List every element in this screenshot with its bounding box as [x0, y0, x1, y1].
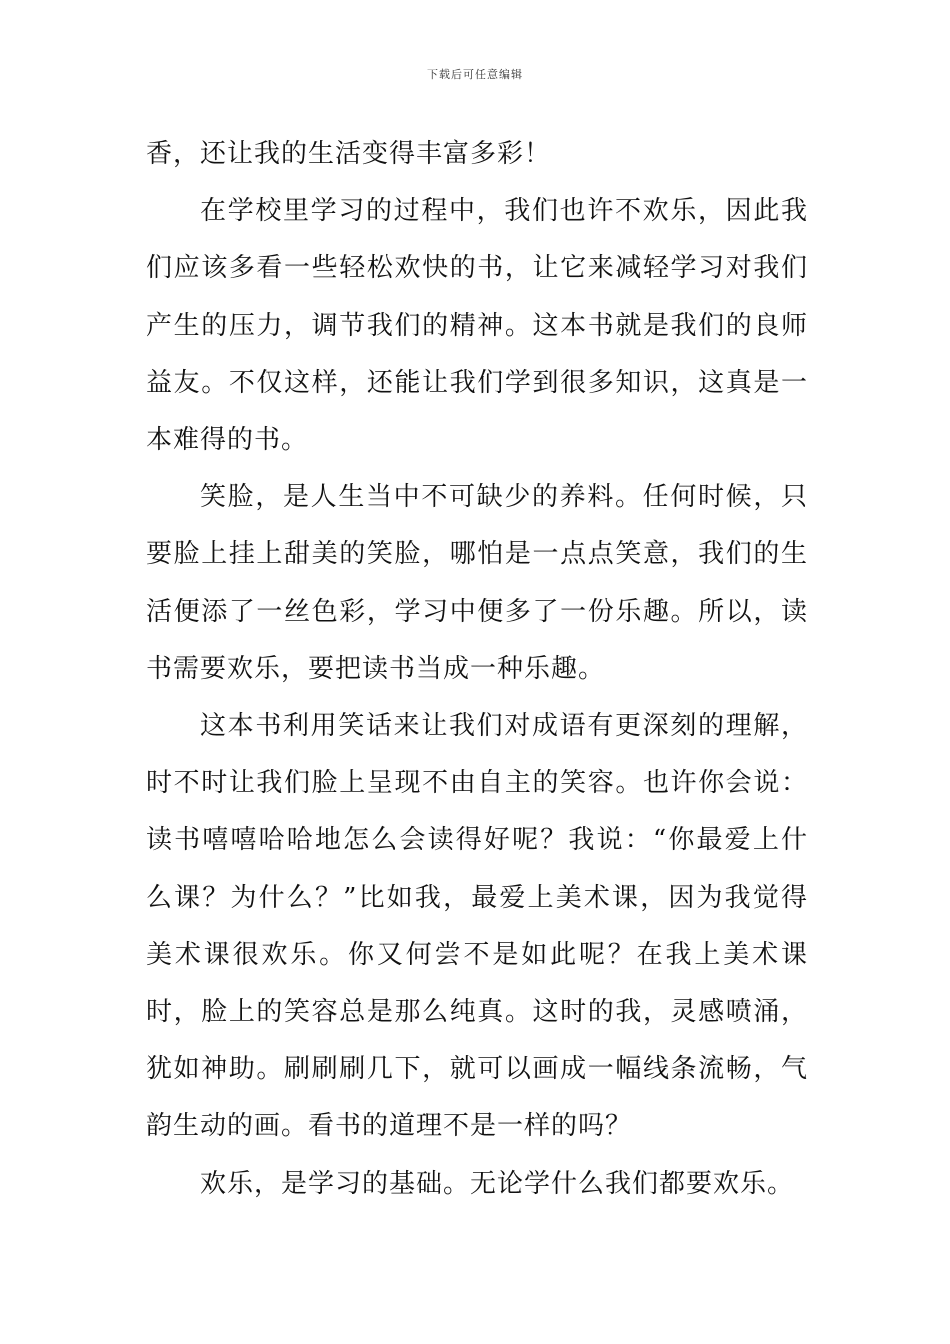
document-body: [146, 126, 808, 1213]
page-header: 下载后可任意编辑: [427, 68, 523, 81]
paragraph-1: 香，还让我的生活变得丰富多彩！: [146, 139, 552, 169]
paragraph-3: 笑脸，是人生当中不可缺少的养料。任何时候，只要脸上挂上甜美的笑脸，哪怕是一点点笑意，我们的生活便添了一丝色彩，学习中便多了一份乐趣。所以，读书需要欢乐，要把读书当成一种乐趣。: [146, 482, 808, 684]
paragraph-2: 在学校里学习的过程中，我们也许不欢乐，因此我们应该多看一些轻松欢快的书，让它来减轻学习对我们产生的压力，调节我们的精神。这本书就是我们的良师益友。不仅这样，还能让我们学到很多知识，这真是一本难得的书。: [146, 196, 808, 456]
paragraph-4: 这本书利用笑话来让我们对成语有更深刻的理解，时不时让我们脸上呈现不由自主的笑容。也许你会说：读书嘻嘻哈哈地怎么会读得好呢？我说：“你最爱上什么课？为什么？”比如我，最爱上美术课，因为我觉得美术课很欢乐。你又何尝不是如此呢？在我上美术课时，脸上的笑容总是那么纯真。这时的我，灵感喷涌，犹如神助。刷刷刷几下，就可以画成一幅线条流畅，气韵生动的画。看书的道理不是一样的吗？: [146, 711, 808, 1142]
paragraph-5: 欢乐，是学习的基础。无论学什么我们都要欢乐。: [200, 1168, 795, 1199]
